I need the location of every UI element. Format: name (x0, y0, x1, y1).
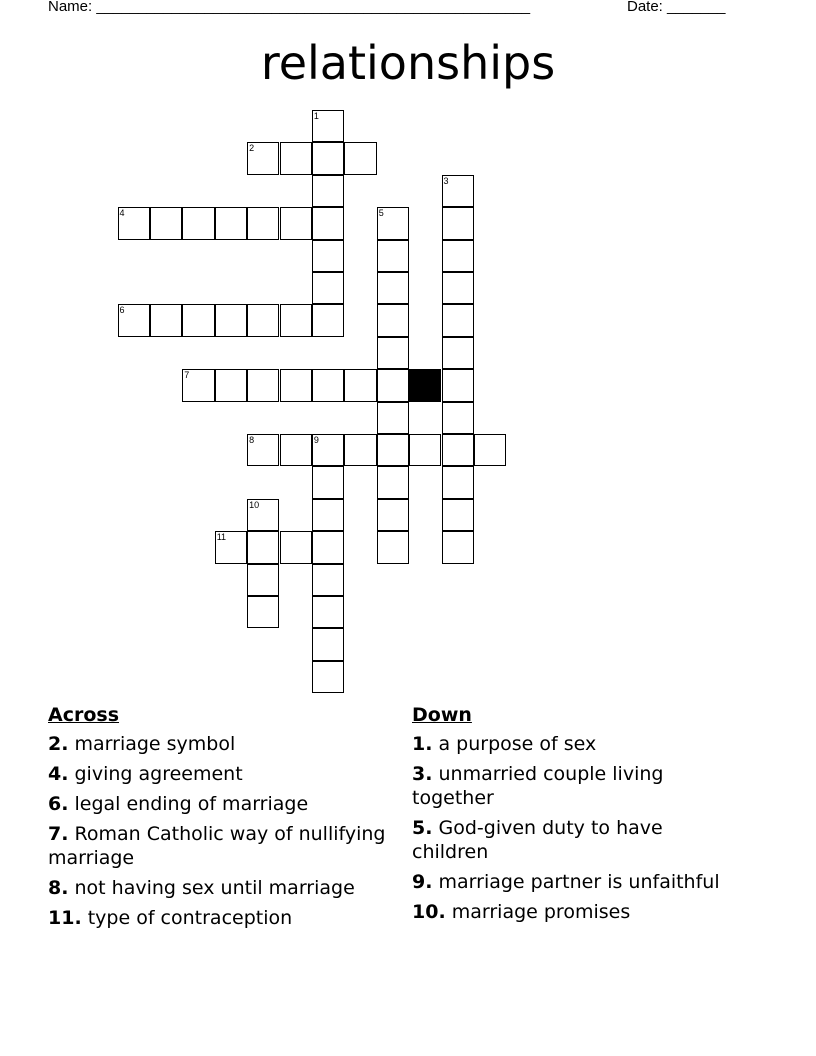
clue-number: 2. (48, 733, 69, 755)
grid-cell[interactable] (312, 240, 344, 272)
grid-cell[interactable] (312, 596, 344, 628)
clue-number: 10. (412, 901, 446, 923)
grid-cell[interactable] (247, 499, 279, 531)
cell-number: 5 (378, 208, 384, 219)
grid-cell[interactable] (442, 466, 474, 498)
grid-cell[interactable] (312, 207, 344, 239)
grid-cell[interactable] (247, 531, 279, 563)
clue-text: Roman Catholic way of nullifying marriage (48, 823, 386, 869)
down-clue-list (412, 732, 732, 924)
cell-number: 4 (119, 208, 125, 219)
grid-cell[interactable] (312, 531, 344, 563)
grid-cell[interactable] (247, 304, 279, 336)
grid-cell[interactable] (442, 240, 474, 272)
across-heading: Across (48, 704, 120, 726)
grid-cell[interactable] (377, 499, 409, 531)
clue-item (48, 876, 388, 900)
clue-item (48, 822, 388, 870)
grid-cell[interactable] (215, 304, 247, 336)
grid-cell[interactable] (442, 402, 474, 434)
cell-number: 10 (249, 499, 260, 510)
grid-cell[interactable] (312, 175, 344, 207)
grid-cell[interactable] (442, 304, 474, 336)
grid-cell[interactable] (182, 369, 214, 401)
grid-cell[interactable] (442, 434, 474, 466)
clue-text: marriage partner is unfaithful (438, 871, 720, 893)
name-field-label: Name: ____________________________________________________ (48, 0, 531, 15)
cell-number: 3 (443, 175, 449, 186)
grid-cell[interactable] (312, 142, 344, 174)
grid-cell[interactable] (377, 531, 409, 563)
cell-number: 8 (249, 435, 255, 445)
grid-cell[interactable] (312, 304, 344, 336)
grid-cell[interactable] (312, 628, 344, 660)
grid-cell[interactable] (215, 369, 247, 401)
clue-item (412, 762, 732, 810)
down-heading: Down (412, 704, 472, 726)
clue-number: 8. (48, 877, 69, 899)
grid-block (409, 369, 441, 401)
grid-cell[interactable] (182, 207, 214, 239)
cell-number: 11 (216, 532, 227, 543)
grid-cell[interactable] (280, 207, 312, 239)
grid-cell[interactable] (442, 337, 474, 369)
clue-text: a purpose of sex (438, 733, 597, 755)
grid-cell[interactable] (377, 434, 409, 466)
clue-text: giving agreement (74, 763, 243, 785)
cell-number: 7 (184, 370, 190, 381)
grid-cell[interactable] (312, 369, 344, 401)
grid-cell[interactable] (247, 596, 279, 628)
grid-cell[interactable] (344, 434, 376, 466)
grid-cell[interactable] (442, 272, 474, 304)
cell-number: 9 (313, 435, 319, 445)
grid-cell[interactable] (118, 207, 150, 239)
clue-item (48, 762, 388, 786)
grid-cell[interactable] (377, 207, 409, 239)
clue-number: 5. (412, 817, 433, 839)
clue-text: legal ending of marriage (74, 793, 309, 815)
clue-number: 6. (48, 793, 69, 815)
grid-cell[interactable] (182, 304, 214, 336)
grid-cell[interactable] (247, 207, 279, 239)
grid-cell[interactable] (409, 434, 441, 466)
grid-cell[interactable] (377, 402, 409, 434)
date-field-label: Date: _______ (627, 0, 726, 15)
clue-item (412, 870, 732, 894)
puzzle-title: relationships (260, 36, 556, 90)
grid-cell[interactable] (280, 434, 312, 466)
clue-number: 7. (48, 823, 69, 845)
grid-cell[interactable] (247, 434, 279, 466)
grid-cell[interactable] (247, 142, 279, 174)
grid-cell[interactable] (312, 499, 344, 531)
grid-cell[interactable] (280, 142, 312, 174)
grid-cell[interactable] (377, 466, 409, 498)
grid-cell[interactable] (377, 369, 409, 401)
across-clue-list (48, 732, 388, 930)
grid-cell[interactable] (442, 531, 474, 563)
grid-cell[interactable] (247, 369, 279, 401)
clue-number: 3. (412, 763, 433, 785)
grid-cell[interactable] (280, 304, 312, 336)
grid-cell[interactable] (312, 434, 344, 466)
clue-item (412, 900, 732, 924)
clue-number: 4. (48, 763, 69, 785)
grid-cell[interactable] (150, 207, 182, 239)
grid-cell[interactable] (280, 369, 312, 401)
grid-cell[interactable] (377, 272, 409, 304)
grid-cell[interactable] (344, 369, 376, 401)
clue-item (412, 732, 732, 756)
grid-cell[interactable] (377, 240, 409, 272)
clue-item (48, 732, 388, 756)
cell-number: 6 (119, 305, 125, 316)
across-clues (48, 702, 388, 936)
clue-item (412, 816, 732, 864)
cell-number: 1 (313, 111, 319, 121)
grid-cell[interactable] (442, 207, 474, 239)
grid-cell[interactable] (312, 110, 344, 142)
grid-cell[interactable] (247, 564, 279, 596)
clue-item (48, 792, 388, 816)
clue-text: not having sex until marriage (74, 877, 355, 899)
clue-text: unmarried couple living together (412, 763, 664, 809)
clue-number: 11. (48, 907, 82, 929)
grid-cell[interactable] (312, 272, 344, 304)
grid-cell[interactable] (215, 531, 247, 563)
grid-cell[interactable] (118, 304, 150, 336)
grid-cell[interactable] (280, 531, 312, 563)
grid-cell[interactable] (377, 304, 409, 336)
clue-text: marriage promises (451, 901, 631, 923)
grid-cell[interactable] (312, 661, 344, 693)
grid-cell[interactable] (344, 142, 376, 174)
grid-cell[interactable] (442, 369, 474, 401)
grid-cell[interactable] (377, 337, 409, 369)
clue-text: type of contraception (87, 907, 293, 929)
grid-cell[interactable] (442, 175, 474, 207)
grid-cell[interactable] (150, 304, 182, 336)
clue-number: 9. (412, 871, 433, 893)
grid-cell[interactable] (474, 434, 506, 466)
grid-cell[interactable] (312, 564, 344, 596)
grid-cell[interactable] (442, 499, 474, 531)
clue-item (48, 906, 388, 930)
cell-number: 2 (249, 143, 255, 154)
clue-text: God-given duty to have children (412, 817, 663, 863)
down-clues (412, 702, 732, 930)
grid-cell[interactable] (312, 466, 344, 498)
clue-number: 1. (412, 733, 433, 755)
clue-text: marriage symbol (74, 733, 236, 755)
grid-cell[interactable] (215, 207, 247, 239)
